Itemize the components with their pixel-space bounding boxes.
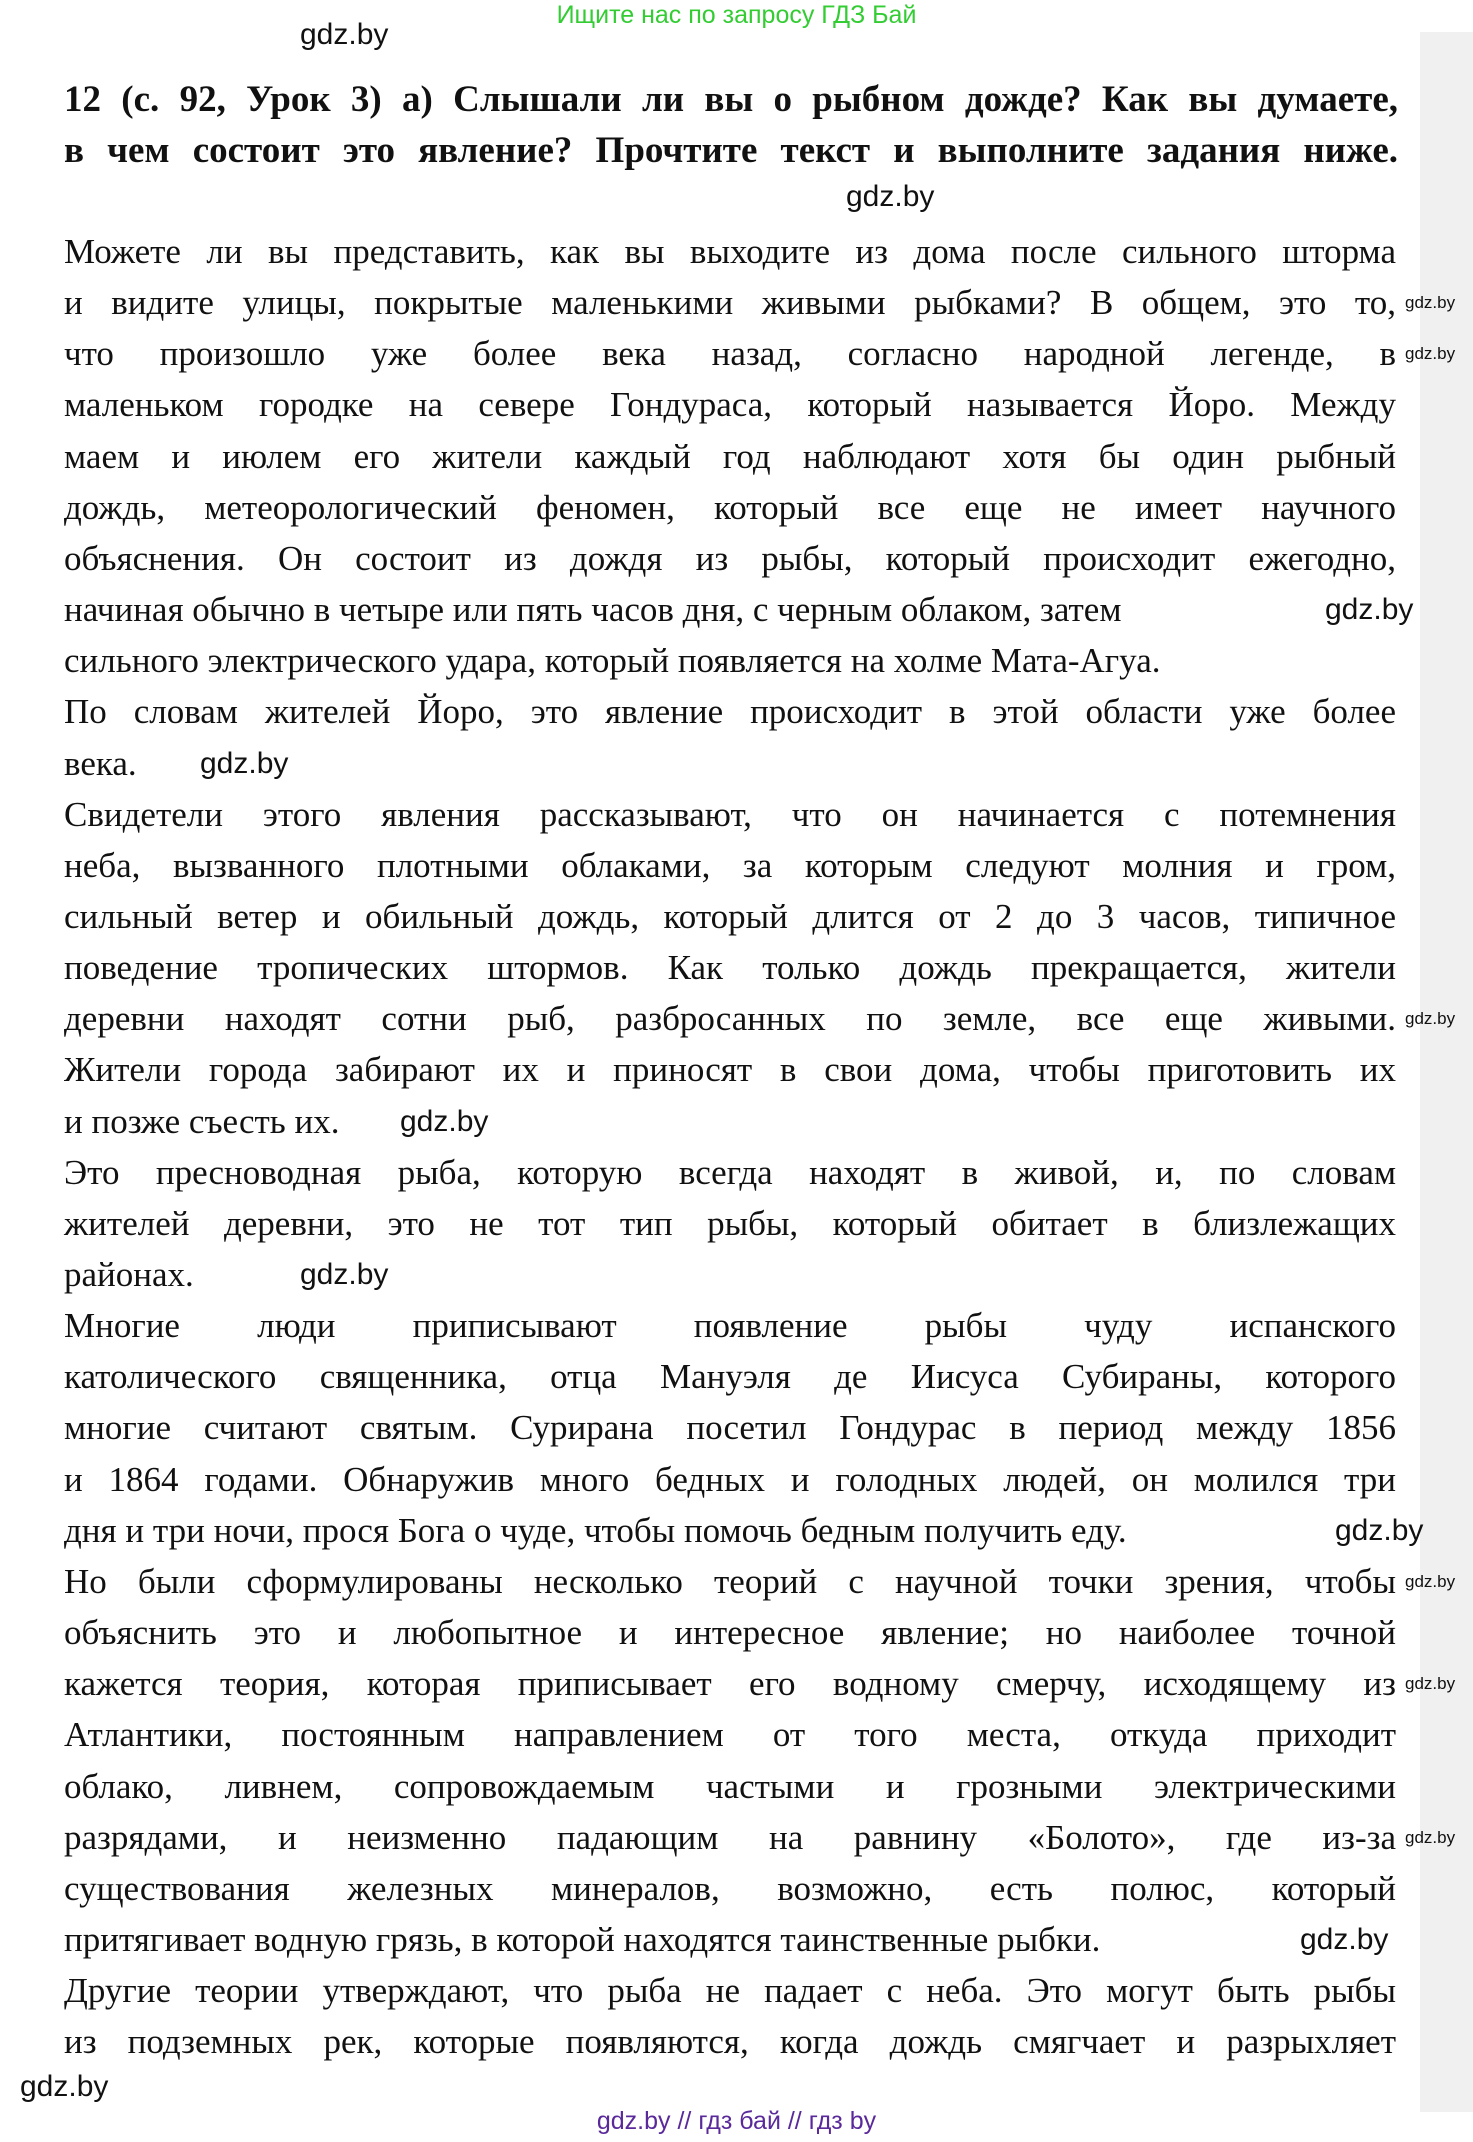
- text-line: и 1864 годами. Обнаружив много бедных и голодных людей, он молился три: [64, 1459, 1396, 1499]
- text-line: Атлантики, постоянным направлением от того места, откуда приходит: [64, 1715, 1396, 1755]
- watermark: gdz.by: [1405, 1571, 1456, 1591]
- text-line: Другие теории утверждают, что рыба не падает с неба. Это могут быть рыбы: [64, 1971, 1396, 2011]
- text-line: притягивает водную грязь, в которой находятся таинственные рыбки.: [64, 1919, 1101, 1959]
- text-line: католического священника, отца Мануэля де Иисуса Субираны, которого: [64, 1357, 1396, 1397]
- text-line: из подземных рек, которые появляются, когда дождь смягчает и разрыхляет: [64, 2022, 1396, 2062]
- watermark: gdz.by: [1335, 1513, 1424, 1547]
- watermark: gdz.by: [400, 1104, 489, 1138]
- watermark: gdz.by: [200, 746, 289, 780]
- watermark: gdz.by: [1405, 344, 1456, 364]
- text-line: Можете ли вы представить, как вы выходите из дома после сильного шторма: [64, 232, 1396, 271]
- text-line: поведение тропических штормов. Как только дождь прекращается, жители: [64, 948, 1396, 988]
- text-line: многие считают святым. Сурирана посетил Гондурас в период между 1856: [64, 1408, 1396, 1448]
- watermark: gdz.by: [846, 180, 935, 213]
- watermark: gdz.by: [1300, 1922, 1389, 1956]
- text-line: кажется теория, которая приписывает его водному смерчу, исходящему из: [64, 1664, 1396, 1704]
- text-line: неба, вызванного плотными облаками, за которым следуют молния и гром,: [64, 845, 1396, 885]
- text-line: сильный ветер и обильный дождь, который длится от 2 до 3 часов, типичное: [64, 896, 1396, 936]
- text-line: По словам жителей Йоро, это явление происходит в этой области уже более: [64, 692, 1396, 732]
- text-line: сильного электрического удара, который появляется на холме Мата-Агуа.: [64, 641, 1161, 681]
- text-line: существования железных минералов, возможно, есть полюс, который: [64, 1868, 1396, 1908]
- text-line: объяснения. Он состоит из дождя из рыбы, который происходит ежегодно,: [64, 538, 1396, 578]
- watermark: gdz.by: [20, 2070, 109, 2103]
- top-banner: Ищите нас по запросу ГДЗ Бай: [556, 1, 917, 29]
- text-line: Свидетели этого явления рассказывают, что он начинается с потемнения: [64, 794, 1396, 834]
- watermark: gdz.by: [1325, 593, 1414, 627]
- text-line: маем и июлем его жители каждый год наблюдают хотя бы один рыбный: [64, 436, 1396, 476]
- text-line: облако, ливнем, сопровождаемым частыми и грозными электрическими: [64, 1766, 1396, 1806]
- text-line: Это пресноводная рыба, которую всегда находят в живой, и, по словам: [64, 1152, 1396, 1192]
- watermark: gdz.by: [1405, 293, 1456, 313]
- text-line: дня и три ночи, прося Бога о чуде, чтобы помочь бедным получить еду.: [64, 1510, 1127, 1550]
- text-line: и позже съесть их.: [64, 1101, 340, 1141]
- text-line: дождь, метеорологический феномен, который все еще не имеет научного: [64, 487, 1396, 527]
- task-title-line-2: в чем состоит это явление? Прочтите текст и выполните задания ниже.: [64, 130, 1398, 171]
- watermark: gdz.by: [1405, 1009, 1456, 1029]
- watermark: gdz.by: [1405, 1674, 1456, 1694]
- watermark: gdz.by: [300, 1258, 389, 1291]
- task-title-line-1: 12 (с. 92, Урок 3) а) Слышали ли вы о рыбном дожде? Как вы думаете,: [64, 79, 1398, 120]
- text-line: жителей деревни, это не тот тип рыбы, который обитает в близлежащих: [64, 1203, 1396, 1243]
- text-line: что произошло уже более века назад, согласно народной легенде, в: [64, 334, 1396, 374]
- text-line: Многие люди приписывают появление рыбы чуду испанского: [64, 1306, 1396, 1346]
- text-line: объяснить это и любопытное и интересное явление; но наиболее точной: [64, 1613, 1396, 1653]
- text-line: Но были сформулированы несколько теорий с научной точки зрения, чтобы: [64, 1561, 1396, 1601]
- text-line: Жители города забирают их и приносят в свои дома, чтобы приготовить их: [64, 1050, 1396, 1090]
- text-line: маленьком городке на севере Гондураса, который называется Йоро. Между: [64, 385, 1396, 425]
- bottom-banner: gdz.by // гдз бай // гдз by: [596, 2107, 877, 2135]
- text-line: деревни находят сотни рыб, разбросанных по земле, все еще живыми.: [64, 999, 1396, 1039]
- watermark: gdz.by: [300, 18, 389, 51]
- text-line: и видите улицы, покрытые маленькими живыми рыбками? В общем, это то,: [64, 283, 1396, 323]
- text-line: начиная обычно в четыре или пять часов дня, с черным облаком, затем: [64, 590, 1122, 630]
- text-line: районах.: [64, 1255, 194, 1294]
- text-line: разрядами, и неизменно падающим на равнину «Болото», где из-за: [64, 1817, 1396, 1857]
- text-line: века.: [64, 743, 137, 783]
- watermark: gdz.by: [1405, 1827, 1456, 1847]
